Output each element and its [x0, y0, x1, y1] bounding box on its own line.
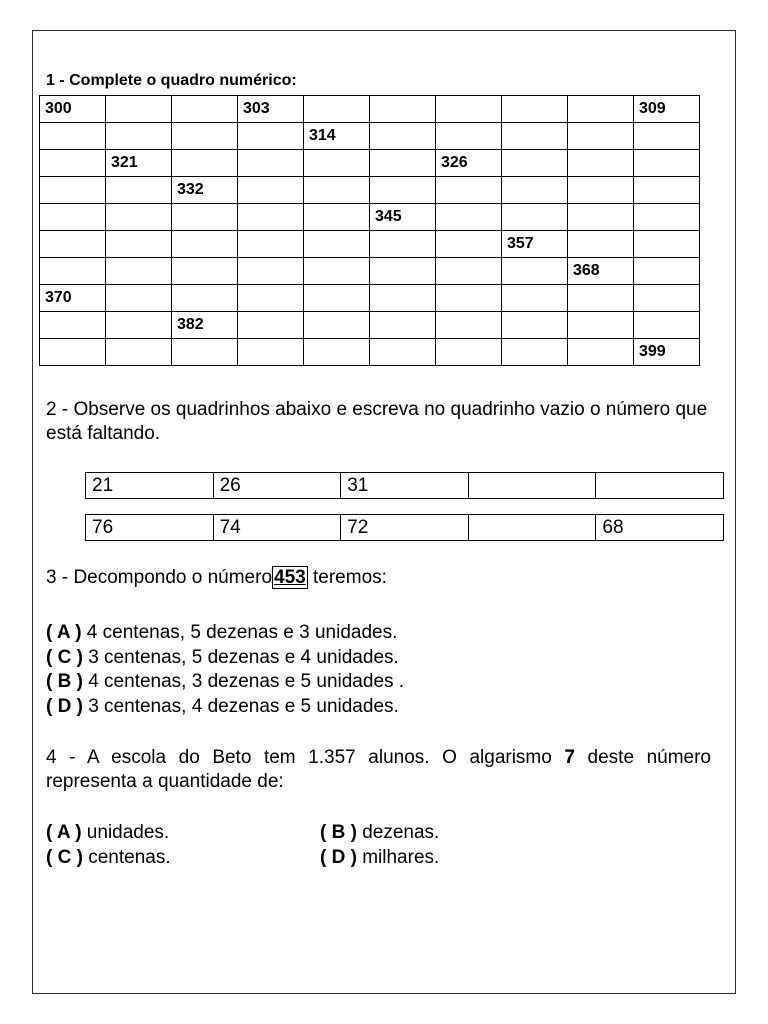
option-label: ( D ) [320, 846, 357, 868]
sequence-cell[interactable]: 76 [86, 515, 214, 541]
options-row [46, 821, 439, 846]
option-text: milhares. [356, 846, 440, 868]
grid-cell[interactable]: 357 [502, 231, 568, 258]
grid-cell[interactable] [238, 177, 304, 204]
grid-cell[interactable] [436, 285, 502, 312]
grid-cell[interactable]: 370 [40, 285, 106, 312]
option-label: ( A ) [46, 822, 82, 843]
grid-cell[interactable] [568, 96, 634, 123]
grid-cell[interactable] [634, 177, 700, 204]
question-4-suffix: deste número representa a quantidade de: [46, 747, 711, 792]
grid-cell[interactable] [40, 177, 106, 204]
grid-cell[interactable] [502, 204, 568, 231]
grid-cell[interactable] [502, 123, 568, 150]
grid-cell[interactable] [436, 96, 502, 123]
option-label: ( C ) [46, 646, 83, 668]
option-label: ( C ) [46, 846, 83, 868]
grid-row [40, 231, 700, 258]
grid-cell[interactable] [634, 312, 700, 339]
grid-cell[interactable] [370, 96, 436, 123]
grid-cell[interactable]: 309 [634, 96, 700, 123]
grid-cell[interactable] [172, 150, 238, 177]
grid-cell[interactable]: 303 [238, 96, 304, 123]
number-grid [39, 95, 700, 366]
option-text: 3 centenas, 5 dezenas e 4 unidades. [82, 646, 399, 668]
grid-cell[interactable] [106, 204, 172, 231]
question-3-options [46, 621, 404, 719]
grid-cell[interactable] [568, 177, 634, 204]
option-c[interactable] [46, 846, 320, 871]
grid-cell[interactable] [106, 177, 172, 204]
grid-row [40, 96, 700, 123]
grid-cell[interactable]: 368 [568, 258, 634, 285]
grid-cell[interactable] [370, 285, 436, 312]
grid-cell[interactable] [634, 258, 700, 285]
grid-cell[interactable] [106, 312, 172, 339]
grid-cell[interactable] [568, 339, 634, 366]
grid-row [40, 312, 700, 339]
sequence-cell[interactable] [596, 473, 724, 499]
grid-cell[interactable] [568, 312, 634, 339]
grid-cell[interactable] [40, 123, 106, 150]
option-d[interactable] [320, 846, 439, 871]
grid-cell[interactable]: 326 [436, 150, 502, 177]
sequence-cell[interactable]: 68 [596, 515, 724, 541]
grid-row [40, 150, 700, 177]
grid-row [40, 204, 700, 231]
grid-cell[interactable] [106, 96, 172, 123]
grid-cell[interactable] [172, 204, 238, 231]
boxed-number: 453 [274, 567, 306, 588]
question-4-text [46, 746, 711, 794]
grid-cell[interactable] [172, 231, 238, 258]
grid-cell[interactable] [238, 204, 304, 231]
option-text: centenas. [82, 846, 171, 868]
option-a[interactable] [46, 621, 404, 646]
grid-cell[interactable]: 332 [172, 177, 238, 204]
grid-cell[interactable] [436, 231, 502, 258]
grid-cell[interactable] [304, 177, 370, 204]
grid-cell[interactable] [502, 96, 568, 123]
option-text: 4 centenas, 3 dezenas e 5 unidades . [82, 671, 405, 692]
grid-cell[interactable] [304, 231, 370, 258]
grid-cell[interactable] [502, 312, 568, 339]
grid-cell[interactable] [568, 204, 634, 231]
grid-cell[interactable] [502, 285, 568, 312]
grid-cell[interactable]: 399 [634, 339, 700, 366]
grid-cell[interactable] [106, 231, 172, 258]
question-2-text: 2 - Observe os quadrinhos abaixo e escreva no quadrinho vazio o número que está faltando. [46, 399, 708, 444]
grid-cell[interactable] [370, 150, 436, 177]
question-4-prefix: 4 - A escola do Beto tem 1.357 alunos. O algarismo [46, 747, 565, 768]
grid-cell[interactable] [502, 150, 568, 177]
option-label: ( A ) [46, 622, 82, 643]
grid-cell[interactable] [40, 258, 106, 285]
grid-cell[interactable] [436, 123, 502, 150]
sequence-cell[interactable] [468, 515, 596, 541]
grid-cell[interactable] [238, 150, 304, 177]
grid-cell[interactable] [172, 339, 238, 366]
options-row [46, 846, 439, 871]
grid-cell[interactable] [40, 312, 106, 339]
grid-cell[interactable] [238, 231, 304, 258]
grid-cell[interactable] [370, 123, 436, 150]
grid-row [40, 285, 700, 312]
grid-cell[interactable] [568, 285, 634, 312]
sequence-cell[interactable]: 26 [213, 473, 341, 499]
option-d[interactable] [46, 695, 404, 720]
grid-cell[interactable] [634, 285, 700, 312]
grid-cell[interactable] [436, 177, 502, 204]
sequence-cell[interactable] [468, 473, 596, 499]
grid-cell[interactable] [634, 123, 700, 150]
grid-cell[interactable] [436, 339, 502, 366]
question-1-title: 1 - Complete o quadro numérico: [46, 72, 297, 89]
grid-cell[interactable] [106, 123, 172, 150]
grid-cell[interactable] [304, 150, 370, 177]
grid-cell[interactable] [238, 123, 304, 150]
grid-cell[interactable] [436, 204, 502, 231]
grid-cell[interactable] [436, 258, 502, 285]
option-a[interactable] [46, 821, 320, 846]
grid-cell[interactable]: 300 [40, 96, 106, 123]
grid-cell[interactable] [370, 312, 436, 339]
option-label: ( B ) [46, 671, 83, 692]
grid-cell[interactable] [502, 258, 568, 285]
grid-cell[interactable] [304, 339, 370, 366]
grid-cell[interactable] [370, 339, 436, 366]
grid-row [40, 123, 700, 150]
grid-cell[interactable]: 321 [106, 150, 172, 177]
grid-cell[interactable] [304, 285, 370, 312]
sequence-cell[interactable]: 74 [213, 515, 341, 541]
grid-cell[interactable] [40, 339, 106, 366]
question-4-options [46, 821, 439, 870]
sequence-cell[interactable]: 21 [86, 473, 214, 499]
grid-cell[interactable] [634, 231, 700, 258]
grid-cell[interactable] [172, 96, 238, 123]
grid-cell[interactable] [304, 258, 370, 285]
grid-cell[interactable]: 314 [304, 123, 370, 150]
grid-cell[interactable] [172, 285, 238, 312]
grid-cell[interactable] [502, 177, 568, 204]
grid-cell[interactable] [370, 231, 436, 258]
grid-cell[interactable] [238, 285, 304, 312]
option-label: ( B ) [320, 822, 357, 843]
grid-cell[interactable]: 382 [172, 312, 238, 339]
grid-cell[interactable] [304, 312, 370, 339]
grid-cell[interactable]: 345 [370, 204, 436, 231]
grid-cell[interactable] [40, 204, 106, 231]
option-c[interactable] [46, 646, 404, 671]
question-3-suffix: teremos: [307, 567, 387, 588]
grid-cell[interactable] [106, 258, 172, 285]
option-b[interactable] [46, 670, 404, 695]
option-label: ( D ) [46, 695, 83, 717]
question-3-text [46, 566, 387, 590]
grid-cell[interactable] [172, 123, 238, 150]
sequence-cell[interactable]: 72 [341, 515, 469, 541]
grid-cell[interactable] [172, 258, 238, 285]
grid-row [40, 339, 700, 366]
grid-cell[interactable] [568, 123, 634, 150]
question-3-prefix: 3 - Decompondo o número [46, 567, 273, 588]
option-text: dezenas. [356, 822, 440, 843]
grid-cell[interactable] [304, 96, 370, 123]
grid-cell[interactable] [634, 150, 700, 177]
grid-cell[interactable] [40, 231, 106, 258]
grid-cell[interactable] [238, 258, 304, 285]
grid-cell[interactable] [502, 339, 568, 366]
grid-row [40, 177, 700, 204]
grid-cell[interactable] [568, 231, 634, 258]
option-text: 3 centenas, 4 dezenas e 5 unidades. [82, 695, 399, 717]
option-text: unidades. [81, 822, 170, 843]
grid-cell[interactable] [238, 312, 304, 339]
option-b[interactable] [320, 821, 439, 846]
grid-cell[interactable] [106, 285, 172, 312]
grid-cell[interactable] [436, 312, 502, 339]
grid-cell[interactable] [370, 258, 436, 285]
grid-cell[interactable] [370, 177, 436, 204]
option-text: 4 centenas, 5 dezenas e 3 unidades. [81, 622, 398, 643]
grid-cell[interactable] [40, 150, 106, 177]
sequence-table-1 [85, 472, 724, 499]
grid-cell[interactable] [304, 204, 370, 231]
grid-cell[interactable] [568, 150, 634, 177]
sequence-table-2 [85, 514, 724, 541]
grid-row [40, 258, 700, 285]
grid-cell[interactable] [238, 339, 304, 366]
highlighted-digit: 7 [564, 747, 575, 768]
sequence-cell[interactable]: 31 [341, 473, 469, 499]
grid-cell[interactable] [634, 204, 700, 231]
grid-cell[interactable] [106, 339, 172, 366]
